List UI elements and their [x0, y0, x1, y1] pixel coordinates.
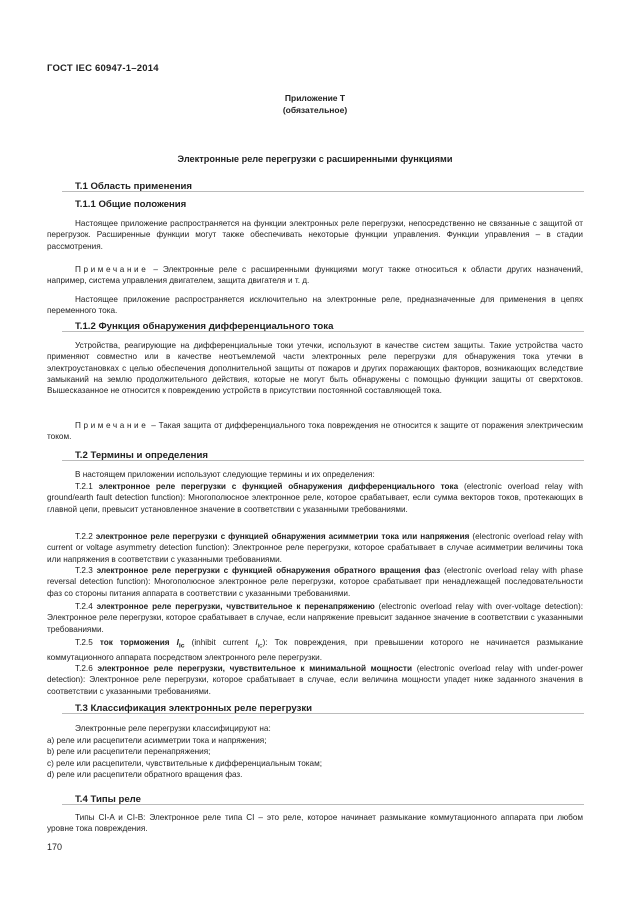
- section-t12-heading: Т.1.2 Функция обнаружения дифференциального тока: [75, 321, 334, 332]
- list-item: b) реле или расцепители перенапряжения;: [47, 747, 211, 757]
- list-item: a) реле или расцепители асимметрии тока и напряжения;: [47, 736, 267, 745]
- note-1: [47, 264, 583, 287]
- note-1-text: – Электронные реле с расширенными функциями могут также относиться к области других назначений, например, система управления двигателем, защита двигателя и т. д.: [47, 265, 583, 286]
- paragraph-scope: Настоящее приложение распространяется на функции электронных реле перегрузки, непосредственно не связанные с защитой от перегрузок. Расширенные функции могут также обеспечивать некоторые функции управления. Функции управления – в стадии рассмотрения.: [47, 219, 583, 251]
- section-t1-heading: Т.1 Область применения: [75, 181, 193, 192]
- note-2: [47, 420, 583, 443]
- section-t3-heading: Т.3 Классификация электронных реле перегрузки: [75, 703, 313, 714]
- paragraph-differential-current: Устройства, реагирующие на дифференциальные токи утечки, используют в качестве систем защиты. Такие устройства часто применяют совместно или в качестве неотъемлемой части электронных реле перегрузки для обнаружения тока утечки в электроустановках с целью обеспечения дополнительной защиты от пожаров и других поражающих факторов, возникающих вследствие замыканий на землю продолжительного действия, которые не могут быть обнаружены с помощью функции защиты от сверхтоков. Вышесказанное не относится к повреждению устройств в присутствии постоянной составляющей тока.: [47, 341, 583, 396]
- section-t2-heading: Т.2 Термины и определения: [75, 450, 208, 461]
- note-1-label: Примечание: [75, 265, 149, 274]
- document-title: Электронные реле перегрузки с расширенными функциями: [177, 154, 453, 164]
- document-code: ГОСТ IEC 60947-1–2014: [47, 63, 159, 74]
- definition-t26: Т.2.6 электронное реле перегрузки, чувствительное к минимальной мощности (electronic overload relay with under-power detection): Электронное реле перегрузки, которое срабатывает в случае, если величина мощности упадет ниже заданного значения в соответствии с указанными требованиями.: [47, 664, 583, 696]
- annex-status: (обязательное): [282, 105, 348, 115]
- definition-t25: Т.2.5 ток торможения $I_{ic}$ (inhibit current $I_{ic}$): Ток повреждения, при превышении которого не начинается размыкание коммутационного аппарата посредством электронного реле перегрузки.: [47, 638, 583, 662]
- section-t4-heading: Т.4 Типы реле: [75, 794, 141, 805]
- paragraph-relay-types: Типы CI-A и CI-B: Электронное реле типа CI – это реле, которое начинает размыкание коммутационного аппарата при любом уровне тока повреждения.: [47, 813, 583, 834]
- note-2-label: Примечание: [75, 421, 149, 430]
- section-t11-heading: Т.1.1 Общие положения: [75, 199, 187, 210]
- note-2-text: – Такая защита от дифференциального тока повреждения не относится к защите от поражения электрическим током.: [47, 421, 583, 442]
- paragraph-ac-only: Настоящее приложение распространяется исключительно на электронные реле, предназначенные для применения в цепях переменного тока.: [47, 295, 583, 316]
- list-item: d) реле или расцепители обратного вращения фаз.: [47, 769, 243, 779]
- list-item: c) реле или расцепители, чувствительные к дифференциальным токам;: [47, 758, 322, 768]
- definition-t24: Т.2.4 электронное реле перегрузки, чувствительное к перенапряжению (electronic overload relay with over-voltage detection): Электронное реле перегрузки, которое срабатывает в случае, если напряжение превысит заданное значение в соответствии с указанными требованиями.: [47, 602, 583, 634]
- definition-t21: Т.2.1 электронное реле перегрузки с функцией обнаружения дифференциального тока (electronic overload relay with ground/earth fault detection function): Многополюсное электронное реле, которое срабатывает, если сумма векторов токов, протекающих в главной цепи, превысит установленное значение в соответствии с указанными требованиями.: [47, 482, 583, 514]
- annex-title: Приложение Т: [284, 93, 346, 103]
- definition-t22: Т.2.2 электронное реле перегрузки с функцией обнаружения асимметрии тока или напряжения (electronic overload relay with current or voltage asymmetry detection function): Электронное реле перегрузки, которое срабатывает в случае асимметрии величины тока или напряжения в соответствии с указанными требованиями.: [47, 532, 583, 564]
- paragraph-classification: Электронные реле перегрузки классифицируют на:: [75, 724, 271, 733]
- page-number: 170: [47, 842, 63, 852]
- definition-t23: Т.2.3 электронное реле перегрузки с функцией обнаружения обратного вращения фаз (electronic overload relay with phase reversal detection function): Многополюсное электронное реле перегрузки, которое срабатывает при ненадлежащей последовательности фаз со стороны питания аппарата в соответствии с указанными требованиями.: [47, 566, 583, 598]
- paragraph-terms-intro: В настоящем приложении используют следующие термины и их определения:: [75, 470, 375, 479]
- classification-list: [47, 735, 322, 780]
